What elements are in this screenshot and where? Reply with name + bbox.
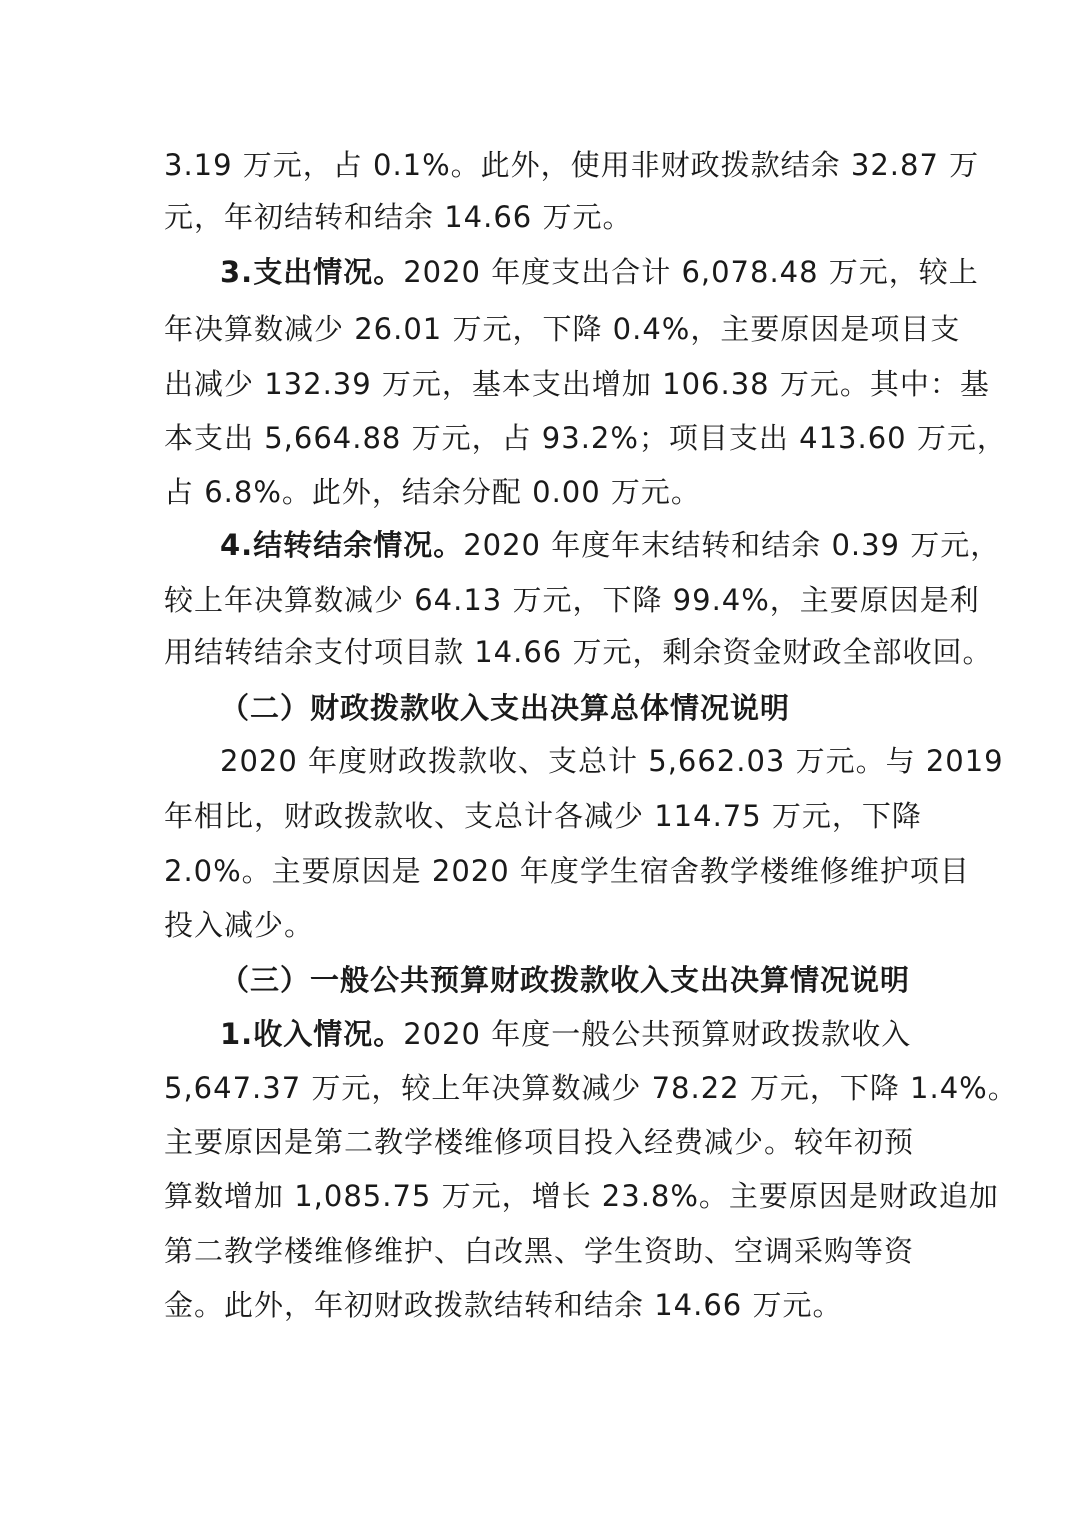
section-heading: 4.结转结余情况。 <box>220 528 464 562</box>
section-text: 2020 年度支出合计 6,078.48 万元，较上 <box>403 255 979 289</box>
text-line: 主要原因是第二教学楼维修项目投入经费减少。较年初预 <box>164 1125 915 1159</box>
text-line: 年决算数减少 26.01 万元，下降 0.4%，主要原因是项目支 <box>164 312 961 346</box>
text-line: 第二教学楼维修维护、白改黑、学生资助、空调采购等资 <box>164 1234 915 1268</box>
section-text: 2020 年度一般公共预算财政拨款收入 <box>403 1017 912 1051</box>
text-line: 2020 年度财政拨款收、支总计 5,662.03 万元。与 2019 <box>220 744 1004 778</box>
text-line: 本支出 5,664.88 万元，占 93.2%；项目支出 413.60 万元， <box>164 421 1007 455</box>
text-line: 用结转结余支付项目款 14.66 万元，剩余资金财政全部收回。 <box>164 635 993 669</box>
subheading-2: （二）财政拨款收入支出决算总体情况说明 <box>220 691 791 725</box>
paragraph-line <box>220 525 1000 565</box>
text-line: 2.0%。主要原因是 2020 年度学生宿舍教学楼维修维护项目 <box>164 854 970 888</box>
text-line: 元，年初结转和结余 14.66 万元。 <box>164 200 633 234</box>
text-line: 5,647.37 万元，较上年决算数减少 78.22 万元，下降 1.4%。 <box>164 1071 1018 1105</box>
section-text: 2020 年度年末结转和结余 0.39 万元， <box>463 528 1001 562</box>
text-line: 占 6.8%。此外，结余分配 0.00 万元。 <box>164 475 701 509</box>
paragraph-line <box>220 252 979 292</box>
text-line: 年相比，财政拨款收、支总计各减少 114.75 万元，下降 <box>164 799 922 833</box>
subheading-3: （三）一般公共预算财政拨款收入支出决算情况说明 <box>220 963 911 997</box>
text-line: 金。此外，年初财政拨款结转和结余 14.66 万元。 <box>164 1288 843 1322</box>
text-line: 3.19 万元，占 0.1%。此外，使用非财政拨款结余 32.87 万 <box>164 148 980 182</box>
text-line: 投入减少。 <box>164 908 315 942</box>
section-heading: 3.支出情况。 <box>220 255 404 289</box>
text-line: 算数增加 1,085.75 万元，增长 23.8%。主要原因是财政追加 <box>164 1179 999 1213</box>
section-heading: 1.收入情况。 <box>220 1017 404 1051</box>
text-line: 较上年决算数减少 64.13 万元，下降 99.4%，主要原因是利 <box>164 583 980 617</box>
paragraph-line <box>220 1014 911 1054</box>
text-line: 出减少 132.39 万元，基本支出增加 106.38 万元。其中：基 <box>164 367 990 401</box>
